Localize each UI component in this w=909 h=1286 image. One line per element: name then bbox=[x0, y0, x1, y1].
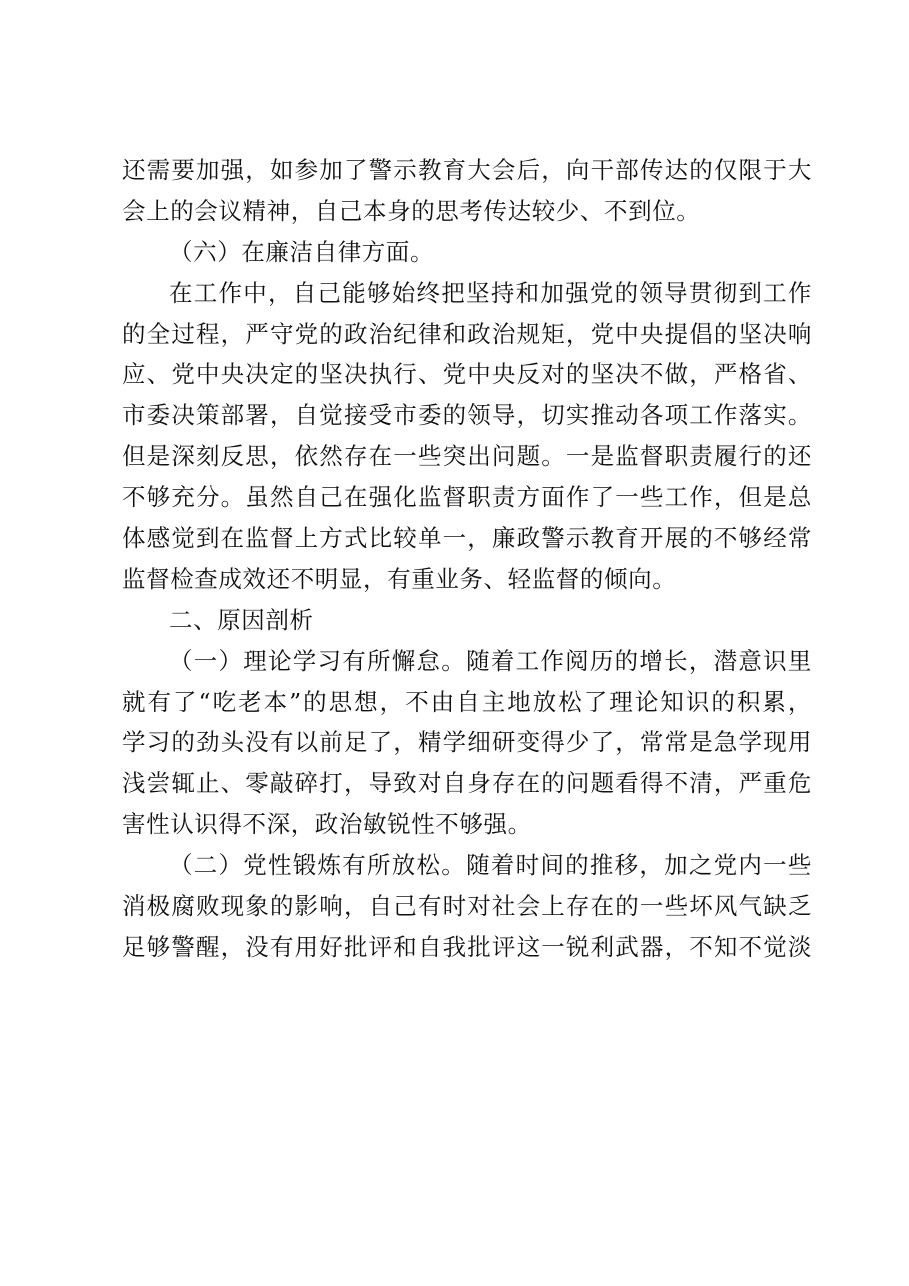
text-line: 监督检查成效还不明显，有重业务、轻监督的倾向。 bbox=[122, 564, 677, 593]
text-line: 会上的会议精神，自己本身的思考传达较少、不到位。 bbox=[122, 196, 701, 225]
text-line: 不够充分。虽然自己在强化监督职责方面作了一些工作，但是总 bbox=[122, 483, 812, 512]
text-line: 浅尝辄止、零敲碎打，导致对自身存在的问题看得不清，严重危 bbox=[122, 769, 812, 798]
text-line: 学习的劲头没有以前足了，精学细研变得少了，常常是急学现用 bbox=[122, 728, 812, 757]
text-line: 足够警醒，没有用好批评和自我批评这一锐利武器，不知不觉淡 bbox=[122, 932, 812, 961]
text-line: 但是深刻反思，依然存在一些突出问题。一是监督职责履行的还 bbox=[122, 442, 812, 471]
text-line: 害性认识得不深，政治敏锐性不够强。 bbox=[122, 810, 532, 839]
text-line: 体感觉到在监督上方式比较单一，廉政警示教育开展的不够经常 bbox=[122, 524, 812, 553]
text-line: 市委决策部署，自觉接受市委的领导，切实推动各项工作落实。 bbox=[122, 401, 812, 430]
text-line: （一）理论学习有所懈怠。随着工作阅历的增长，潜意识里 bbox=[169, 646, 812, 675]
body-text bbox=[122, 150, 812, 968]
text-line: 还需要加强，如参加了警示教育大会后，向干部传达的仅限于大 bbox=[122, 156, 812, 184]
text-line: （二）党性锻炼有所放松。随着时间的推移，加之党内一些 bbox=[169, 851, 812, 880]
text-line: 消极腐败现象的影响，自己有时对社会上存在的一些坏风气缺乏 bbox=[122, 892, 812, 921]
section-heading: 二、原因剖析 bbox=[169, 605, 314, 634]
section-heading: （六）在廉洁自律方面。 bbox=[169, 237, 435, 266]
text-line: 在工作中，自己能够始终把坚持和加强党的领导贯彻到工作 bbox=[169, 278, 812, 307]
text-line: 的全过程，严守党的政治纪律和政治规矩，党中央提倡的坚决响 bbox=[122, 319, 812, 348]
text-line: 就有了“吃老本”的思想，不由自主地放松了理论知识的积累， bbox=[122, 687, 812, 716]
text-line: 应、党中央决定的坚决执行、党中央反对的坚决不做，严格省、 bbox=[122, 360, 812, 389]
